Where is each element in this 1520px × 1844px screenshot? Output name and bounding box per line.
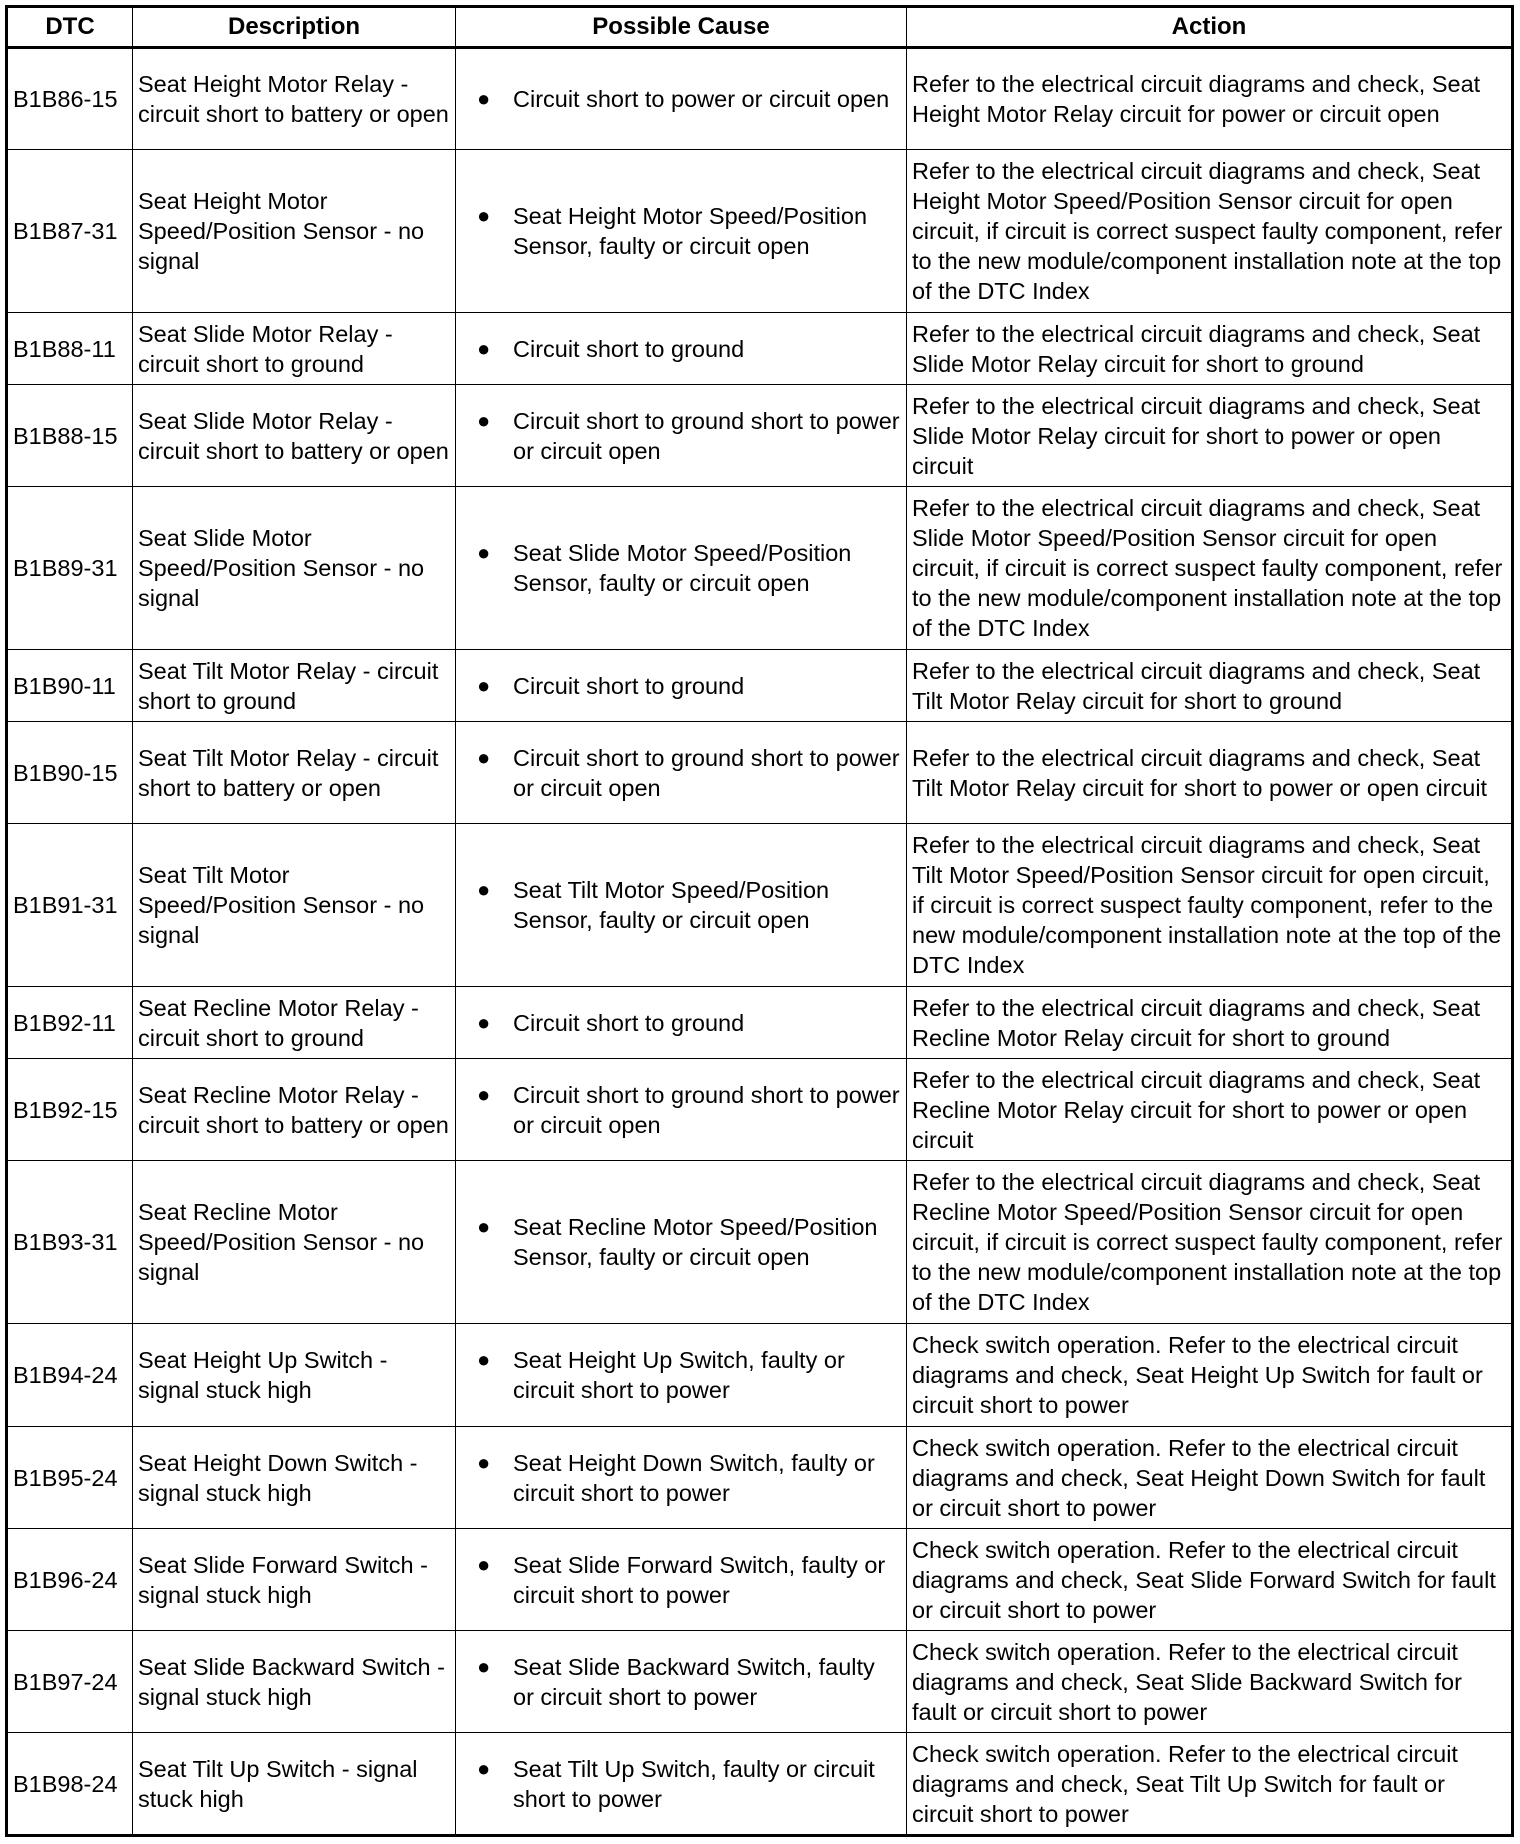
bullet-icon: ● xyxy=(477,672,491,698)
possible-cause-item xyxy=(461,84,901,114)
possible-cause-cell xyxy=(456,313,907,385)
possible-cause-item xyxy=(461,1652,901,1712)
dtc-code: B1B94-24 xyxy=(7,1324,133,1427)
possible-cause-cell xyxy=(456,1059,907,1161)
bullet-icon: ● xyxy=(477,1653,491,1679)
possible-cause-cell xyxy=(456,987,907,1059)
dtc-description: Seat Recline Motor Relay - circuit short to battery or open xyxy=(133,1059,456,1161)
possible-cause-text: Circuit short to ground xyxy=(513,1009,745,1036)
dtc-description: Seat Recline Motor Relay - circuit short to ground xyxy=(133,987,456,1059)
table-row xyxy=(7,1324,1513,1427)
possible-cause-text: Seat Height Motor Speed/Position Sensor, faulty or circuit open xyxy=(513,203,868,259)
bullet-icon: ● xyxy=(477,1551,491,1577)
action-text: Refer to the electrical circuit diagrams and check, Seat Tilt Motor Relay circuit for short to ground xyxy=(907,650,1513,722)
bullet-icon: ● xyxy=(477,1081,491,1107)
dtc-code: B1B97-24 xyxy=(7,1631,133,1733)
dtc-description: Seat Tilt Motor Speed/Position Sensor - no signal xyxy=(133,824,456,987)
dtc-description: Seat Slide Motor Relay - circuit short to ground xyxy=(133,313,456,385)
header-action: Action xyxy=(907,7,1513,48)
possible-cause-text: Circuit short to ground xyxy=(513,335,745,362)
table-row xyxy=(7,1161,1513,1324)
dtc-description: Seat Height Motor Relay - circuit short to battery or open xyxy=(133,48,456,150)
dtc-description: Seat Height Up Switch - signal stuck high xyxy=(133,1324,456,1427)
possible-cause-cell xyxy=(456,650,907,722)
action-text: Refer to the electrical circuit diagrams and check, Seat Tilt Motor Relay circuit for short to power or open circuit xyxy=(907,722,1513,824)
bullet-icon: ● xyxy=(477,1449,491,1475)
possible-cause-cell xyxy=(456,722,907,824)
table-row xyxy=(7,313,1513,385)
action-text: Refer to the electrical circuit diagrams and check, Seat Height Motor Relay circuit for power or circuit open xyxy=(907,48,1513,150)
table-row xyxy=(7,487,1513,650)
bullet-icon: ● xyxy=(477,1009,491,1035)
possible-cause-item xyxy=(461,1345,901,1405)
action-text: Refer to the electrical circuit diagrams and check, Seat Recline Motor Speed/Position Sensor circuit for open circuit, if circuit is correct suspect faulty component, refer to the new module/component installation note at the top of the DTC Index xyxy=(907,1161,1513,1324)
bullet-icon: ● xyxy=(477,877,491,902)
dtc-description: Seat Slide Motor Relay - circuit short to battery or open xyxy=(133,385,456,487)
possible-cause-item xyxy=(461,875,901,935)
dtc-code: B1B98-24 xyxy=(7,1733,133,1836)
possible-cause-item xyxy=(461,743,901,803)
table-row xyxy=(7,1427,1513,1529)
possible-cause-item xyxy=(461,1008,901,1038)
possible-cause-text: Seat Recline Motor Speed/Position Sensor, faulty or circuit open xyxy=(513,1214,878,1270)
possible-cause-cell xyxy=(456,487,907,650)
action-text: Refer to the electrical circuit diagrams and check, Seat Tilt Motor Speed/Position Sensor circuit for open circuit, if circuit is correct suspect faulty component, refer to the new module/component installation note at the top of the DTC Index xyxy=(907,824,1513,987)
table-row xyxy=(7,1631,1513,1733)
header-dtc: DTC xyxy=(7,7,133,48)
action-text: Refer to the electrical circuit diagrams and check, Seat Slide Motor Relay circuit for short to ground xyxy=(907,313,1513,385)
header-possible-cause: Possible Cause xyxy=(456,7,907,48)
possible-cause-cell xyxy=(456,1631,907,1733)
dtc-code: B1B88-15 xyxy=(7,385,133,487)
action-text: Check switch operation. Refer to the electrical circuit diagrams and check, Seat Slide Backward Switch for fault or circuit short to power xyxy=(907,1631,1513,1733)
action-text: Refer to the electrical circuit diagrams and check, Seat Recline Motor Relay circuit for short to power or open circuit xyxy=(907,1059,1513,1161)
action-text: Refer to the electrical circuit diagrams and check, Seat Slide Motor Relay circuit for short to power or open circuit xyxy=(907,385,1513,487)
action-text: Refer to the electrical circuit diagrams and check, Seat Recline Motor Relay circuit for short to ground xyxy=(907,987,1513,1059)
dtc-code: B1B88-11 xyxy=(7,313,133,385)
possible-cause-cell xyxy=(456,1161,907,1324)
table-row xyxy=(7,150,1513,313)
possible-cause-text: Circuit short to ground xyxy=(513,672,745,699)
action-text: Check switch operation. Refer to the electrical circuit diagrams and check, Seat Height Down Switch for fault or circuit short to power xyxy=(907,1427,1513,1529)
possible-cause-text: Seat Height Up Switch, faulty or circuit short to power xyxy=(513,1347,845,1403)
bullet-icon: ● xyxy=(477,203,491,228)
table-row xyxy=(7,987,1513,1059)
bullet-icon: ● xyxy=(477,1347,491,1372)
dtc-code: B1B87-31 xyxy=(7,150,133,313)
dtc-code: B1B92-15 xyxy=(7,1059,133,1161)
dtc-description: Seat Tilt Up Switch - signal stuck high xyxy=(133,1733,456,1836)
possible-cause-item xyxy=(461,334,901,364)
possible-cause-text: Seat Slide Forward Switch, faulty or circuit short to power xyxy=(513,1551,886,1608)
dtc-code: B1B91-31 xyxy=(7,824,133,987)
dtc-description: Seat Tilt Motor Relay - circuit short to battery or open xyxy=(133,722,456,824)
header-row xyxy=(7,7,1513,48)
dtc-code: B1B86-15 xyxy=(7,48,133,150)
possible-cause-text: Seat Tilt Up Switch, faulty or circuit short to power xyxy=(513,1755,875,1812)
possible-cause-cell xyxy=(456,1427,907,1529)
table-row xyxy=(7,1733,1513,1836)
table-row xyxy=(7,824,1513,987)
dtc-code: B1B90-15 xyxy=(7,722,133,824)
possible-cause-text: Circuit short to ground short to power or circuit open xyxy=(513,407,900,464)
dtc-code: B1B93-31 xyxy=(7,1161,133,1324)
possible-cause-item xyxy=(461,1080,901,1140)
table-row xyxy=(7,722,1513,824)
dtc-table xyxy=(5,5,1514,1837)
dtc-code: B1B90-11 xyxy=(7,650,133,722)
bullet-icon: ● xyxy=(477,86,491,111)
table-row xyxy=(7,650,1513,722)
bullet-icon: ● xyxy=(477,407,491,433)
action-text: Refer to the electrical circuit diagrams and check, Seat Height Motor Speed/Position Sensor circuit for open circuit, if circuit is correct suspect faulty component, refer to the new module/component installation note at the top of the DTC Index xyxy=(907,150,1513,313)
possible-cause-item xyxy=(461,1212,901,1272)
possible-cause-item xyxy=(461,538,901,598)
dtc-code: B1B95-24 xyxy=(7,1427,133,1529)
possible-cause-cell xyxy=(456,48,907,150)
action-text: Refer to the electrical circuit diagrams and check, Seat Slide Motor Speed/Position Sensor circuit for open circuit, if circuit is correct suspect faulty component, refer to the new module/component installation note at the top of the DTC Index xyxy=(907,487,1513,650)
action-text: Check switch operation. Refer to the electrical circuit diagrams and check, Seat Height Up Switch for fault or circuit short to power xyxy=(907,1324,1513,1427)
possible-cause-cell xyxy=(456,1324,907,1427)
dtc-code: B1B96-24 xyxy=(7,1529,133,1631)
bullet-icon: ● xyxy=(477,1214,491,1239)
bullet-icon: ● xyxy=(477,1755,491,1781)
table-row xyxy=(7,385,1513,487)
bullet-icon: ● xyxy=(477,744,491,770)
possible-cause-text: Seat Tilt Motor Speed/Position Sensor, faulty or circuit open xyxy=(513,877,830,933)
header-description: Description xyxy=(133,7,456,48)
possible-cause-item xyxy=(461,671,901,701)
dtc-code: B1B89-31 xyxy=(7,487,133,650)
possible-cause-cell xyxy=(456,1529,907,1631)
dtc-description: Seat Tilt Motor Relay - circuit short to ground xyxy=(133,650,456,722)
possible-cause-item xyxy=(461,1550,901,1610)
table-row xyxy=(7,48,1513,150)
possible-cause-item xyxy=(461,1448,901,1508)
dtc-description: Seat Recline Motor Speed/Position Sensor - no signal xyxy=(133,1161,456,1324)
dtc-description: Seat Height Motor Speed/Position Sensor - no signal xyxy=(133,150,456,313)
possible-cause-cell xyxy=(456,150,907,313)
dtc-description: Seat Slide Backward Switch - signal stuck high xyxy=(133,1631,456,1733)
possible-cause-text: Circuit short to ground short to power or circuit open xyxy=(513,744,900,801)
table-body xyxy=(7,48,1513,1836)
possible-cause-text: Seat Slide Backward Switch, faulty or circuit short to power xyxy=(513,1653,875,1710)
possible-cause-text: Seat Slide Motor Speed/Position Sensor, faulty or circuit open xyxy=(513,540,852,596)
possible-cause-item xyxy=(461,406,901,466)
table-row xyxy=(7,1059,1513,1161)
possible-cause-item xyxy=(461,1754,901,1814)
dtc-description: Seat Slide Motor Speed/Position Sensor - no signal xyxy=(133,487,456,650)
action-text: Check switch operation. Refer to the electrical circuit diagrams and check, Seat Slide Forward Switch for fault or circuit short to power xyxy=(907,1529,1513,1631)
possible-cause-text: Seat Height Down Switch, faulty or circuit short to power xyxy=(513,1449,875,1506)
action-text: Check switch operation. Refer to the electrical circuit diagrams and check, Seat Tilt Up Switch for fault or circuit short to power xyxy=(907,1733,1513,1836)
possible-cause-cell xyxy=(456,824,907,987)
possible-cause-cell xyxy=(456,1733,907,1836)
dtc-code: B1B92-11 xyxy=(7,987,133,1059)
bullet-icon: ● xyxy=(477,335,491,361)
dtc-description: Seat Slide Forward Switch - signal stuck high xyxy=(133,1529,456,1631)
possible-cause-text: Circuit short to power or circuit open xyxy=(513,86,890,112)
dtc-description: Seat Height Down Switch - signal stuck high xyxy=(133,1427,456,1529)
possible-cause-cell xyxy=(456,385,907,487)
possible-cause-text: Circuit short to ground short to power or circuit open xyxy=(513,1081,900,1138)
possible-cause-item xyxy=(461,201,901,261)
bullet-icon: ● xyxy=(477,540,491,565)
table-row xyxy=(7,1529,1513,1631)
